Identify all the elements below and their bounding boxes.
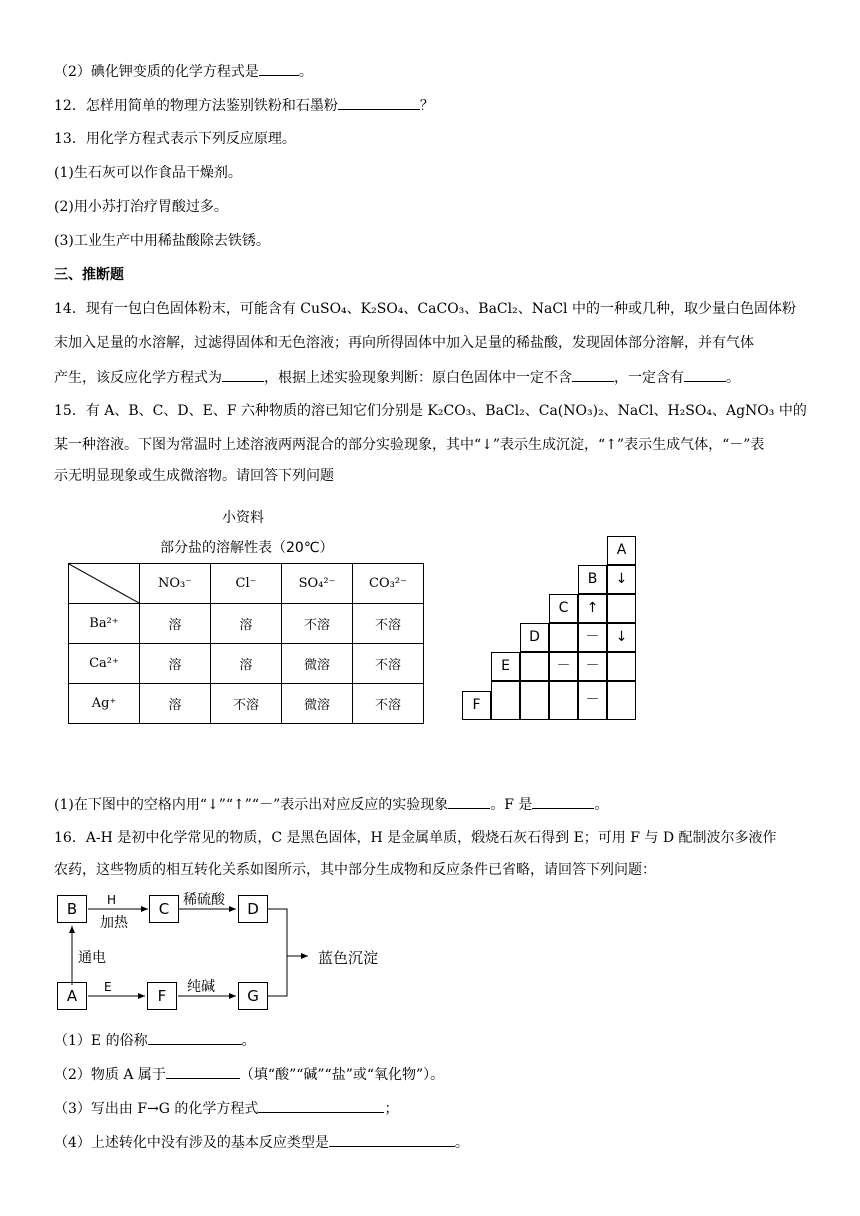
table-cell: 不溶 [353,644,424,684]
stair-cell[interactable] [607,652,636,681]
question-11-2: （2）碘化钾变质的化学方程式是 。 [54,61,313,82]
question-12: 12．怎样用简单的物理方法鉴别铁粉和石墨粉 ？ [54,95,434,116]
question-13-3: (3)工业生产中用稀盐酸除去铁锈。 [54,233,270,249]
stair-label-b: B [578,565,607,594]
table-cell: 微溶 [282,644,353,684]
box-g: G [238,982,268,1010]
question-16-2: （2）物质 A 属于 （填“酸”“碱”“盐”或“氧化物”）。 [54,1064,444,1085]
table-cell: Ba²⁺ [69,604,140,644]
question-15-line1: 15．有 A、B、C、D、E、F 六种物质的溶已知它们分别是 K₂CO₃、BaCl₂、Ca(NO₃)₂、NaCl、H₂SO₄、AgNO₃ 中的 [54,403,807,419]
question-15-1: (1)在下图中的空格内用“↓”“↑”“－”表示出对应反应的实验现象 。F 是 。 [54,794,608,815]
table-row [69,644,424,684]
label-heat: 加热 [100,915,128,931]
box-c: C [149,895,179,923]
stair-cell[interactable] [549,623,578,652]
stair-cell[interactable]: ↑ [578,594,607,623]
stair-label-e: E [491,652,520,681]
box-b: B [57,895,87,923]
table-cell: 溶 [140,684,211,724]
answer-blank[interactable] [448,794,490,809]
question-13-2: (2)用小苏打治疗胃酸过多。 [54,199,228,215]
box-a: A [57,982,87,1010]
table-header: Cl⁻ [211,564,282,604]
stair-label-a: A [607,536,636,565]
answer-blank[interactable] [166,1064,240,1079]
question-15-line2: 某一种溶液。下图为常温时上述溶液两两混合的部分实验现象，其中“↓”表示生成沉淀，“↑”表示生成气体，“－”表 [54,437,765,453]
table-title: 部分盐的溶解性表（20℃） [160,540,334,556]
label-electrolysis: 通电 [78,950,106,966]
table-cell: 不溶 [353,604,424,644]
table-cell: 不溶 [353,684,424,724]
answer-blank[interactable] [338,95,420,110]
label-h: H [107,893,117,907]
answer-blank[interactable] [572,367,614,382]
question-16-3: （3）写出由 F→G 的化学方程式 ； [54,1098,398,1119]
table-cell: 溶 [140,604,211,644]
table-row [69,684,424,724]
question-14-line2: 末加入足量的水溶解，过滤得固体和无色溶液；再向所得固体中加入足量的稀盐酸，发现固体部分溶解，并有气体 [54,335,754,351]
question-14-line1: 14．现有一包白色固体粉末，可能含有 CuSO₄、K₂SO₄、CaCO₃、BaCl₂、NaCl 中的一种或几种，取少量白色固体粉 [54,301,796,317]
table-header-row [69,564,424,604]
answer-blank[interactable] [258,1098,384,1113]
answer-blank[interactable] [684,367,726,382]
stair-cell[interactable] [520,681,549,720]
stair-label-d: D [520,623,549,652]
question-16-line2: 农药，这些物质的相互转化关系如图所示，其中部分生成物和反应条件已省略，请回答下列问题： [54,862,656,878]
section-heading: 三、推断题 [54,267,124,283]
stair-label-f: F [462,691,491,720]
stair-cell[interactable]: － [578,623,607,652]
table-row [69,604,424,644]
table-header: SO₄²⁻ [282,564,353,604]
stair-cell[interactable] [607,681,636,720]
label-acid: 稀硫酸 [183,892,225,908]
label-result: 蓝色沉淀 [318,949,379,967]
answer-blank[interactable] [532,794,594,809]
stair-cell[interactable]: － [578,652,607,681]
stair-cell[interactable]: － [549,652,578,681]
answer-blank[interactable] [222,367,264,382]
table-cell: Ca²⁺ [69,644,140,684]
table-header: NO₃⁻ [140,564,211,604]
stair-cell[interactable] [520,652,549,681]
table-cell: Ag⁺ [69,684,140,724]
table-cell: 溶 [211,604,282,644]
answer-blank[interactable] [329,1132,455,1147]
diagonal-line [69,564,139,603]
question-15-line3: 示无明显现象或生成微溶物。请回答下列问题 [54,468,334,484]
stair-cell[interactable] [607,594,636,623]
question-13: 13．用化学方程式表示下列反应原理。 [54,131,296,147]
stair-cell[interactable] [549,681,578,720]
box-f: F [147,982,177,1010]
table-cell: 溶 [140,644,211,684]
box-d: D [238,895,268,923]
table-corner-cell [69,564,140,604]
answer-blank[interactable] [148,1030,242,1045]
table-header: CO₃²⁻ [353,564,424,604]
table-cell: 不溶 [211,684,282,724]
table-caption: 小资料 [222,510,264,526]
question-16-line1: 16．A-H 是初中化学常见的物质，C 是黑色固体，H 是金属单质，煅烧石灰石得到 E；可用 F 与 D 配制波尔多液作 [54,830,777,846]
stair-cell[interactable]: ↓ [607,565,636,594]
stair-cell[interactable] [491,681,520,720]
answer-blank[interactable] [259,61,299,76]
table-cell: 微溶 [282,684,353,724]
label-soda: 纯碱 [187,979,215,995]
question-13-1: (1)生石灰可以作食品干燥剂。 [54,165,242,181]
stair-cell[interactable]: ↓ [607,623,636,652]
stair-cell[interactable]: － [578,681,607,720]
question-16-1: （1）E 的俗称 。 [54,1030,256,1051]
stair-label-c: C [549,594,578,623]
question-16-4: （4）上述转化中没有涉及的基本反应类型是 。 [54,1132,469,1153]
question-14-line3: 产生，该反应化学方程式为 ，根据上述实验现象判断：原白色固体中一定不含 ，一定含有 。 [54,367,740,388]
table-cell: 不溶 [282,604,353,644]
solubility-table [68,563,424,724]
label-e: E [104,980,112,994]
table-cell: 溶 [211,644,282,684]
